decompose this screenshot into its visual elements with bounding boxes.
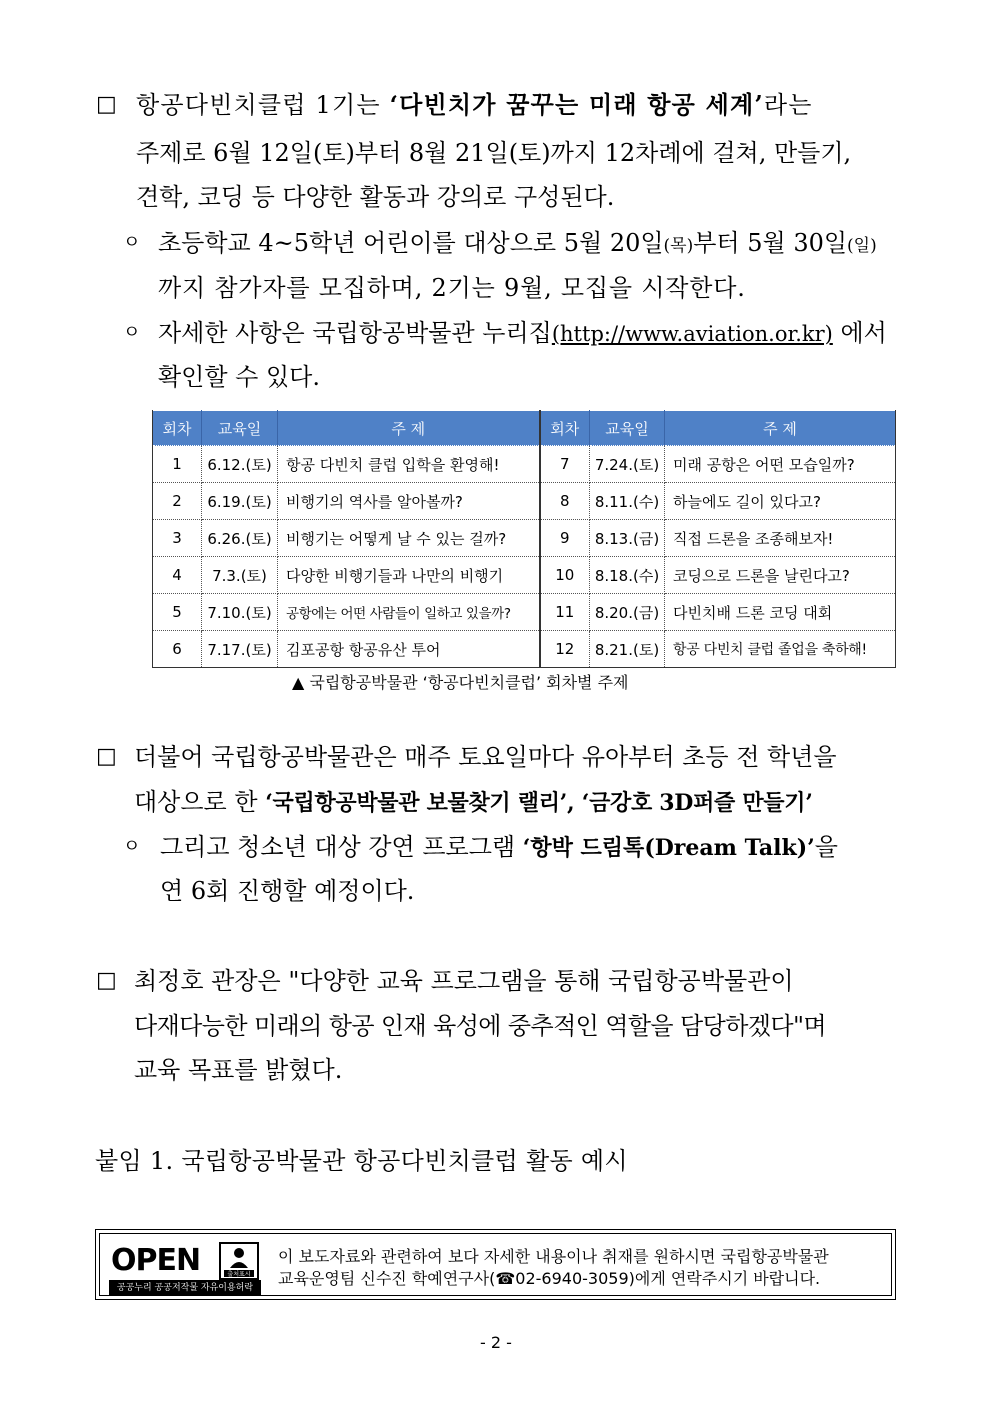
attribution-badge-label: 출처표시 xyxy=(227,1271,251,1278)
header-round-right: 회차 xyxy=(540,411,590,446)
contact-line2-b: 02-6940-3059)에게 연락주시기 바랍니다. xyxy=(515,1269,821,1288)
attribution-badge-icon xyxy=(219,1242,259,1280)
round-cell: 2 xyxy=(153,483,202,520)
topic-cell: 김포공항 항공유산 투어 xyxy=(278,631,540,668)
section1-bullet: □ xyxy=(96,92,117,117)
section1-line1 xyxy=(136,90,813,120)
date-cell: 8.18.(수) xyxy=(590,557,665,594)
header-round-left: 회차 xyxy=(153,411,202,446)
section1-line1-post: 라는 xyxy=(763,91,813,119)
sub2-text-a: 자세한 사항은 국립항공박물관 누리집 xyxy=(158,319,552,347)
section2-line2-pre: 대상으로 한 xyxy=(134,788,266,816)
table-row xyxy=(153,446,896,483)
round-cell: 8 xyxy=(540,483,590,520)
date-cell: 6.26.(토) xyxy=(202,520,278,557)
sub1-day-a: (목) xyxy=(663,236,694,256)
topic-cell: 다양한 비행기들과 나만의 비행기 xyxy=(278,557,540,594)
section1-sub1-bullet: ㅇ xyxy=(123,232,141,253)
section2-sub1-pre: 그리고 청소년 대상 강연 프로그램 xyxy=(160,833,523,861)
section1-sub2-line1 xyxy=(158,318,887,349)
date-cell: 8.21.(토) xyxy=(590,631,665,668)
table-row xyxy=(153,483,896,520)
schedule-header-row xyxy=(153,411,896,446)
header-date-left: 교육일 xyxy=(202,411,278,446)
attachment-note: 붙임 1. 국립항공박물관 항공다빈치클럽 활동 예시 xyxy=(95,1147,628,1175)
topic-cell: 비행기의 역사를 알아볼까? xyxy=(278,483,540,520)
topic-cell: 공항에는 어떤 사람들이 일하고 있을까? xyxy=(278,594,540,631)
section2-line2-emphasis: ‘국립항공박물관 보물찾기 랠리’, ‘금강호 3D퍼즐 만들기’ xyxy=(265,790,813,816)
section2-sub1-emphasis: ‘항박 드림톡(Dream Talk)’ xyxy=(522,835,815,861)
section1-line2: 주제로 6월 12일(토)부터 8월 21일(토)까지 12차례에 걸쳐, 만들기, xyxy=(136,139,852,167)
section3-line3: 교육 목표를 밝혔다. xyxy=(134,1056,343,1084)
round-cell: 12 xyxy=(540,631,590,668)
contact-line1: 이 보도자료와 관련하여 보다 자세한 내용이나 취재를 원하시면 국립항공박물관 xyxy=(278,1247,829,1266)
section2-line1: 더불어 국립항공박물관은 매주 토요일마다 유아부터 초등 전 학년을 xyxy=(134,743,837,771)
contact-box-inner xyxy=(99,1233,892,1296)
section3-line2: 다재다능한 미래의 항공 인재 육성에 중추적인 역할을 담당하겠다"며 xyxy=(134,1012,826,1040)
website-link[interactable]: (http://www.aviation.or.kr) xyxy=(551,322,833,346)
topic-cell: 코딩으로 드론을 날린다고? xyxy=(665,557,896,594)
round-cell: 6 xyxy=(153,631,202,668)
round-cell: 5 xyxy=(153,594,202,631)
sub2-text-b: 에서 xyxy=(832,319,887,347)
section2-line2 xyxy=(134,787,813,818)
section1-sub1-line1 xyxy=(158,228,877,261)
logo-bottom-text: 공공누리 공공저작물 자유이용허락 xyxy=(109,1280,261,1296)
section1-sub2-line2: 확인할 수 있다. xyxy=(158,363,320,391)
topic-cell: 다빈치배 드론 코딩 대회 xyxy=(665,594,896,631)
section3-bullet: □ xyxy=(96,968,117,993)
section3-line1: 최정호 관장은 "다양한 교육 프로그램을 통해 국립항공박물관이 xyxy=(134,967,794,995)
date-cell: 6.12.(토) xyxy=(202,446,278,483)
date-cell: 8.13.(금) xyxy=(590,520,665,557)
section2-bullet: □ xyxy=(96,744,117,769)
date-cell: 7.10.(토) xyxy=(202,594,278,631)
sub1-day-b: (일) xyxy=(847,236,877,256)
topic-cell: 미래 공항은 어떤 모습일까? xyxy=(665,446,896,483)
date-cell: 7.24.(토) xyxy=(590,446,665,483)
contact-text xyxy=(278,1246,829,1290)
section2-sub1-line2: 연 6회 진행할 예정이다. xyxy=(160,877,415,905)
round-cell: 7 xyxy=(540,446,590,483)
round-cell: 10 xyxy=(540,557,590,594)
contact-line2 xyxy=(278,1268,829,1290)
section2-sub1-post: 을 xyxy=(814,833,838,861)
topic-cell: 항공 다빈치 클럽 졸업을 축하해! xyxy=(665,631,896,668)
section2-sub1-line1 xyxy=(160,832,838,863)
date-cell: 8.20.(금) xyxy=(590,594,665,631)
round-cell: 9 xyxy=(540,520,590,557)
round-cell: 3 xyxy=(153,520,202,557)
date-cell: 6.19.(토) xyxy=(202,483,278,520)
round-cell: 1 xyxy=(153,446,202,483)
page-number: - 2 - xyxy=(480,1333,512,1352)
topic-cell: 직접 드론을 조종해보자! xyxy=(665,520,896,557)
logo-open-text: OPEN xyxy=(111,1243,201,1278)
phone-icon: ☎ xyxy=(495,1269,516,1288)
section1-line3: 견학, 코딩 등 다양한 활동과 강의로 구성된다. xyxy=(136,183,615,211)
table-row xyxy=(153,520,896,557)
round-cell: 11 xyxy=(540,594,590,631)
schedule-table xyxy=(152,410,896,668)
section1-line1-emphasis: ‘다빈치가 꿈꾸는 미래 항공 세계’ xyxy=(389,90,764,119)
kogl-open-logo xyxy=(109,1242,261,1294)
topic-cell: 비행기는 어떻게 날 수 있는 걸까? xyxy=(278,520,540,557)
contact-line2-a: 교육운영팀 신수진 학예연구사( xyxy=(278,1269,496,1288)
sub1-text-c: 부터 5월 30일 xyxy=(693,229,848,257)
topic-cell: 항공 다빈치 클럽 입학을 환영해! xyxy=(278,446,540,483)
table-row xyxy=(153,557,896,594)
logo-top xyxy=(109,1242,261,1280)
contact-box xyxy=(95,1229,896,1300)
table-row xyxy=(153,631,896,668)
header-date-right: 교육일 xyxy=(590,411,665,446)
section1-sub1-line2: 까지 참가자를 모집하며, 2기는 9월, 모집을 시작한다. xyxy=(158,274,746,302)
header-topic-left: 주 제 xyxy=(278,411,540,446)
date-cell: 7.3.(토) xyxy=(202,557,278,594)
section2-sub1-bullet: ㅇ xyxy=(123,836,141,857)
topic-cell: 하늘에도 길이 있다고? xyxy=(665,483,896,520)
section1-line1-pre: 항공다빈치클럽 1기는 xyxy=(136,91,390,119)
sub1-text-a: 초등학교 4~5학년 어린이를 대상으로 5월 20일 xyxy=(158,229,664,257)
section1-sub2-bullet: ㅇ xyxy=(123,322,141,343)
table-caption: ▲ 국립항공박물관 ‘항공다빈치클럽’ 회차별 주제 xyxy=(292,673,629,692)
round-cell: 4 xyxy=(153,557,202,594)
header-topic-right: 주 제 xyxy=(665,411,896,446)
table-row xyxy=(153,594,896,631)
date-cell: 7.17.(토) xyxy=(202,631,278,668)
date-cell: 8.11.(수) xyxy=(590,483,665,520)
person-icon xyxy=(221,1244,257,1278)
